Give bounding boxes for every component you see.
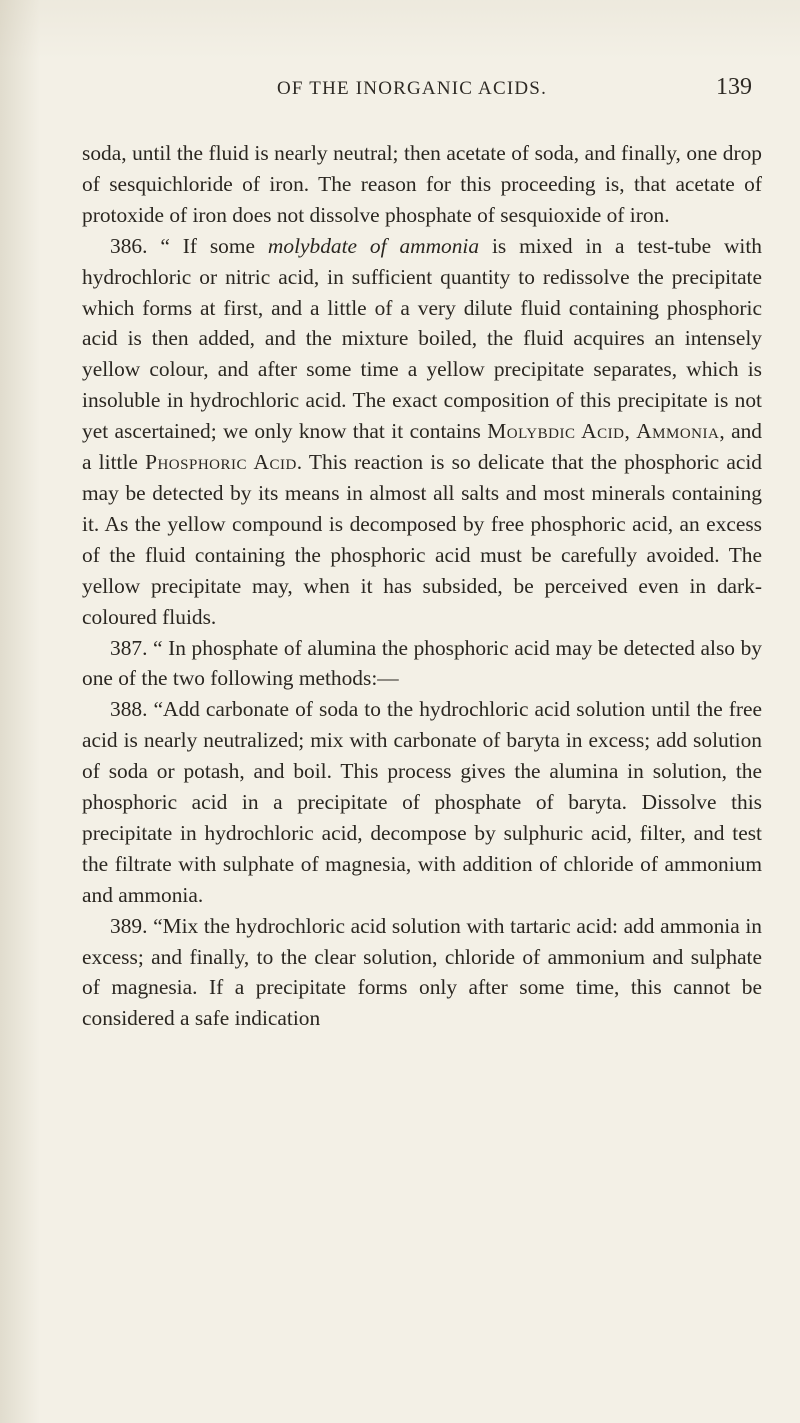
- paragraph-386: [82, 231, 762, 633]
- page-number: 139: [716, 74, 752, 100]
- paragraph-387: [82, 633, 762, 695]
- running-head: [82, 74, 752, 108]
- p386-text-f: . This reaction is so delicate that the phosphoric acid may be detected by its means in almost all salts and most minerals containing it. As the yellow compound is decomposed by free phosphoric acid, an excess of the fluid containing the phosphoric acid must be carefully avoided. The yellow precipitate may, when it has subsided, be perceived even in dark-coloured fluids.: [82, 450, 762, 629]
- body-text: [82, 138, 762, 1034]
- paragraph-388-text: 388. “Add carbonate of soda to the hydrochloric acid solution until the free acid is nearly neutralized; mix with carbonate of baryta in excess; add solution of soda or potash, and boil. This process gives the alumina in solution, the phosphoric acid in a precipitate of phosphate of baryta. Dissolve this precipitate in hydrochloric acid, decompose by sulphuric acid, filter, and test the filtrate with sulphate of magnesia, with addition of chloride of ammonium and ammonia.: [82, 697, 762, 907]
- p386-smallcaps-phosphoric: Phosphoric Acid: [145, 450, 297, 475]
- p386-italic-term: molybdate of ammonia: [267, 233, 480, 258]
- p386-smallcaps-molybdic: Molybdic Acid: [487, 419, 625, 444]
- paragraph-389: [82, 911, 762, 1035]
- paragraph-387-text: 387. “ In phosphate of alumina the phosphoric acid may be detected also by one of the two following methods:—: [82, 635, 762, 691]
- running-title: OF THE INORGANIC ACIDS.: [276, 78, 548, 99]
- p386-smallcaps-ammonia: Ammonia: [636, 419, 720, 444]
- p386-text-a: 386. “ If some: [110, 233, 268, 258]
- p386-text-d: ,: [624, 419, 637, 444]
- p386-text-e: , and a little: [82, 419, 762, 475]
- paragraph-389-text: 389. “Mix the hydrochloric acid solution with tartaric acid: add ammonia in excess; and finally, to the clear solution, chloride of ammonium and sulphate of magnesia. If a precipitate forms only after some time, this cannot be considered a safe indication: [82, 913, 762, 1031]
- paragraph-388: [82, 694, 762, 910]
- paragraph-continued-text: soda, until the fluid is nearly neutral; then acetate of soda, and finally, one drop of sesquichloride of iron. The reason for this proceeding is, that acetate of protoxide of iron does not dissolve phosphate of sesquioxide of iron.: [82, 141, 762, 227]
- p386-text-c: is mixed in a test-tube with hydrochloric or nitric acid, in sufficient quantity to redissolve the precipitate which forms at first, and a little of a very dilute fluid containing phosphoric acid is then added, and the mixture boiled, the fluid acquires an intensely yellow colour, and after some time a yellow precipitate separates, which is insoluble in hydrochloric acid. The exact composition of this precipitate is not yet ascertained; we only know that it contains: [82, 233, 763, 444]
- paragraph-continued: [82, 138, 762, 231]
